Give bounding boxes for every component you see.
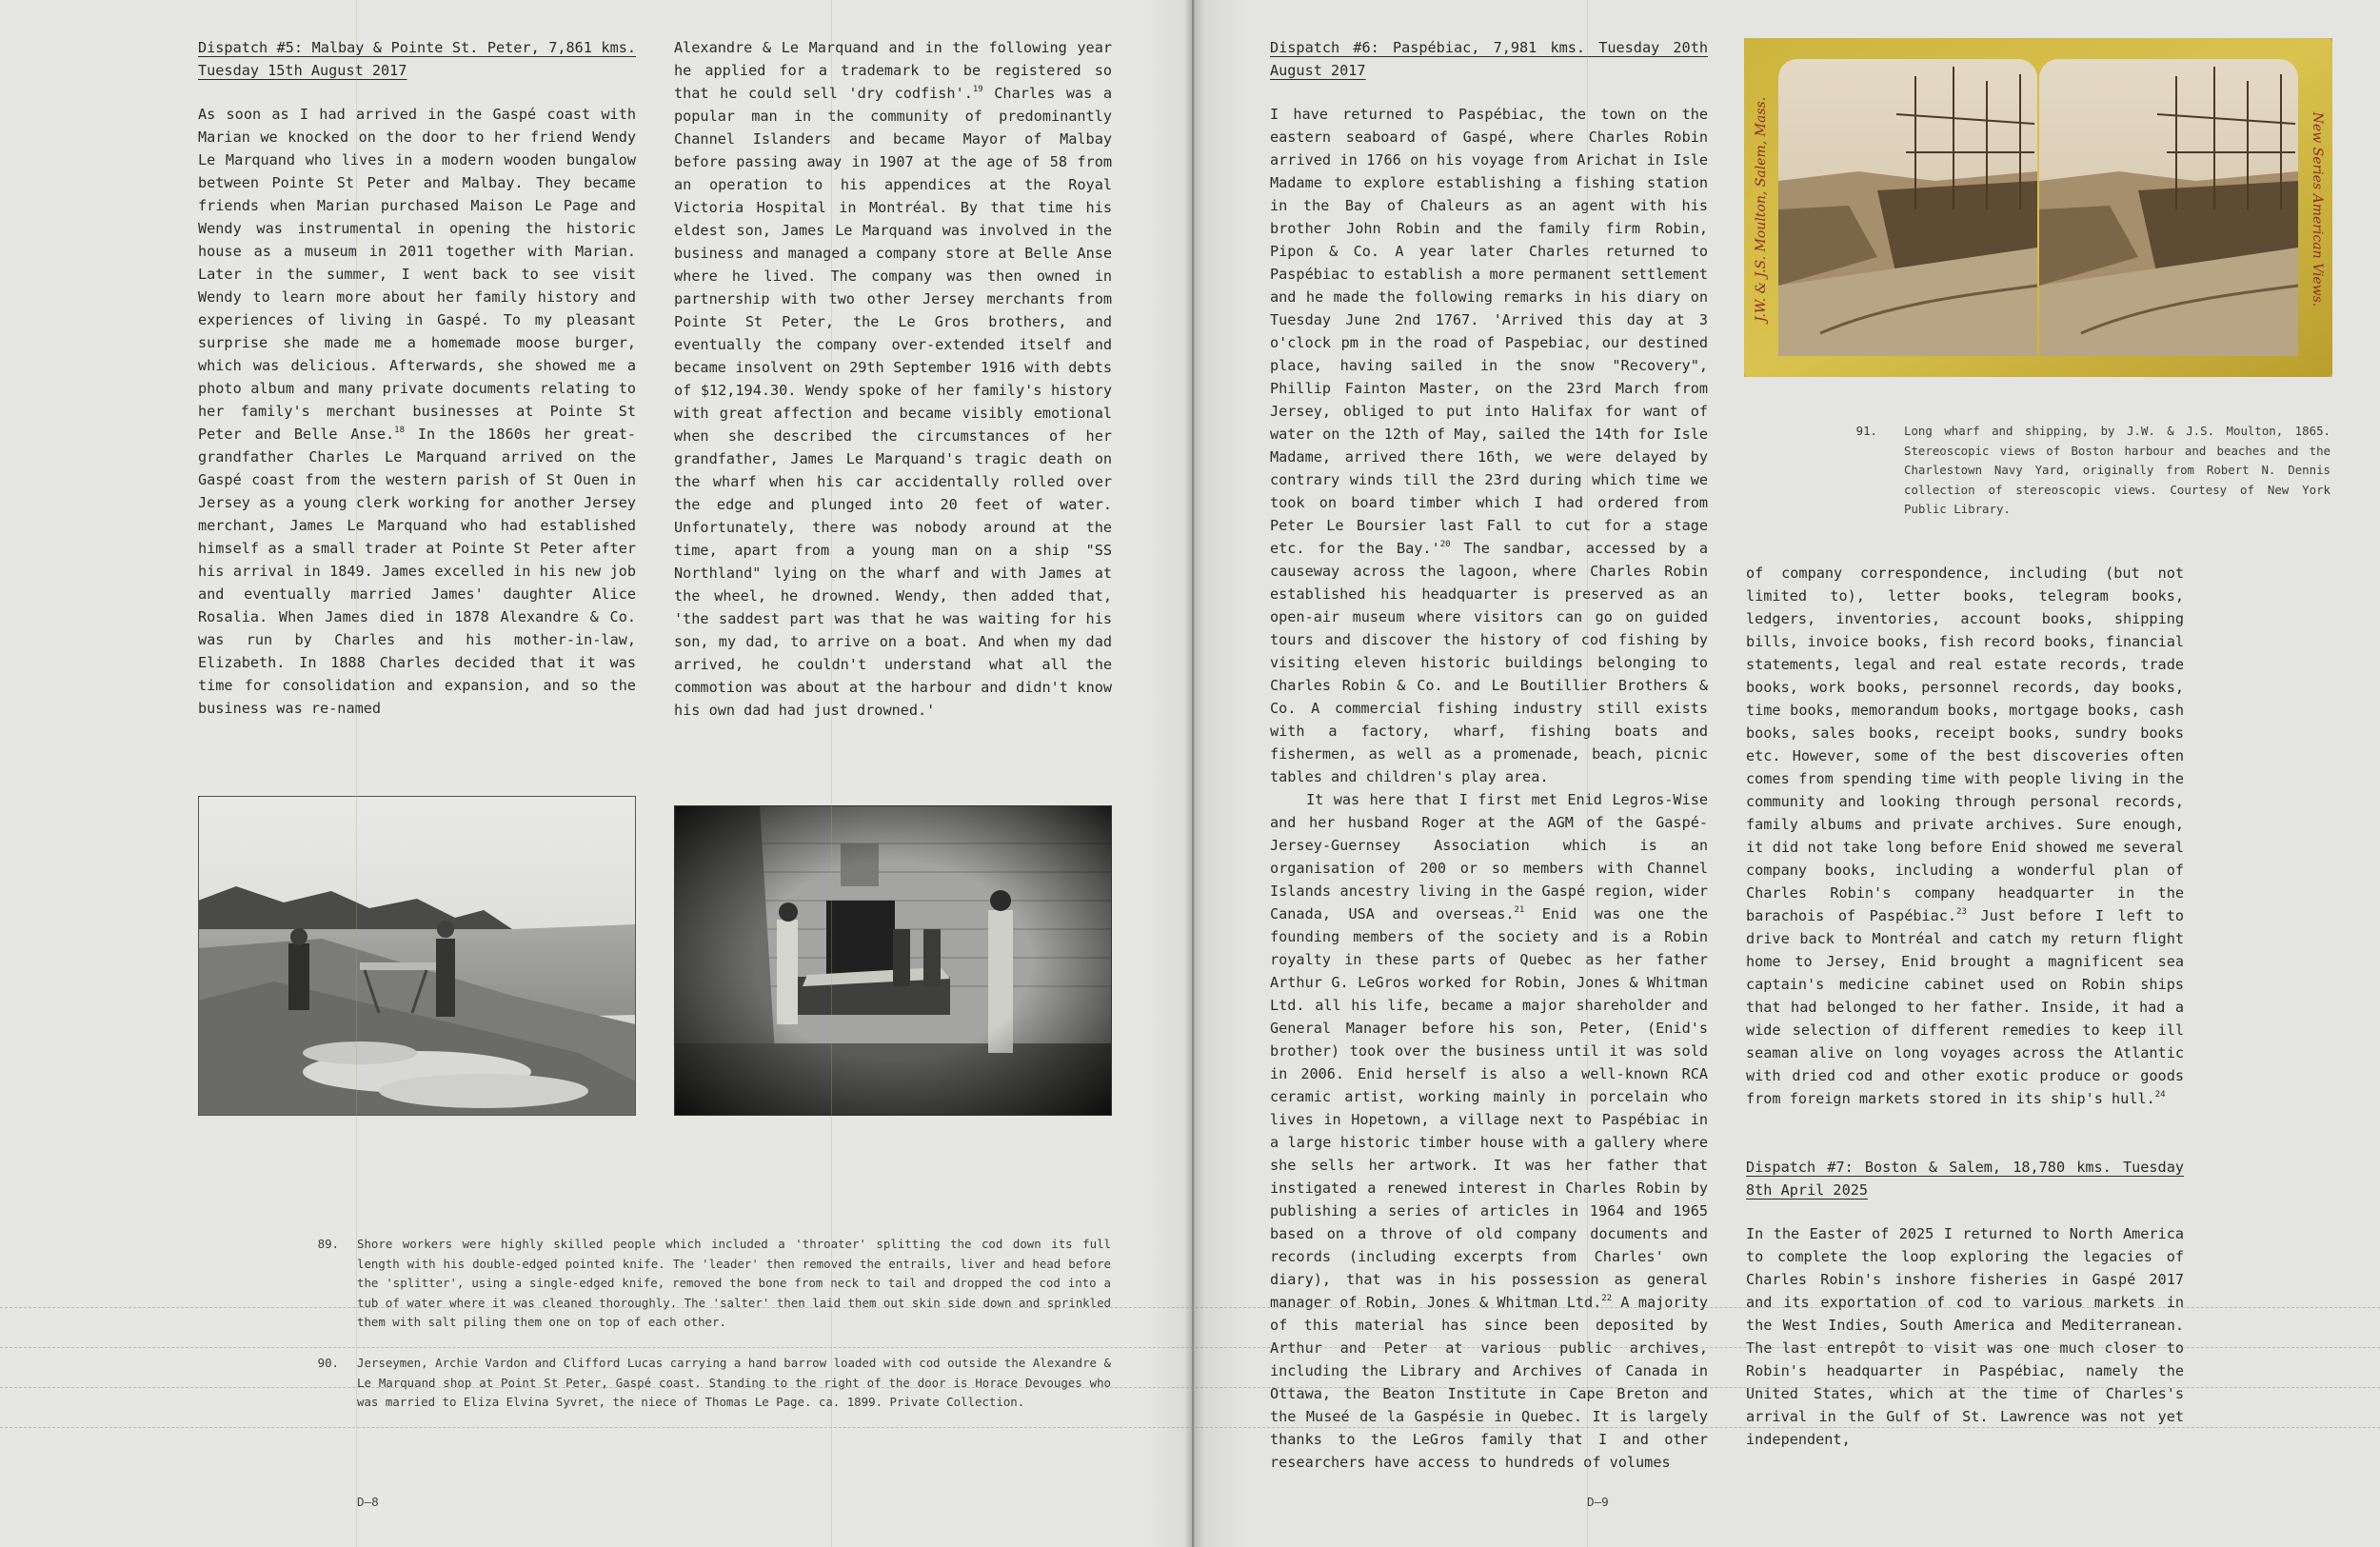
- right-column-1-para-2: It was here that I first met Enid Legros-Wise and her husband Roger at the AGM of the Gaspé-Jersey-Guernsey Association which is an organisation of 200 or so members with Channel Islands ancestry living in the Gaspé region, wider Canada, USA and overseas.$^{21}$ Enid was one the founding members of the society and is a Robin royalty in these parts of Quebec as her father Arthur G. LeGros worked for Robin, Jones & Whitman Ltd. all his life, became a major shareholder and General Manager before his son, Peter, (Enid's brother) took over the business until it was sold in 2006. Enid herself is also a well-known RCA ceramic artist, working mainly in porcelain who lives in Hopetown, a village next to Paspébiac in a large historic timber house with a gallery where she sells her artwork. It was her father that instigated a renewed interest in Charles Robin by publishing a series of articles in 1964 and 1965 based on a throve of old company documents and records (including excerpts from Charles' own diary), that was in his possession as general manager of Robin, Jones & Whitman Ltd.$^{22}$ A majority of this material has since been deposited by Arthur and Peter at various public archives, including the Library and Archives of Canada in Ottawa, the Beaton Institute in Cape Breton and the Museé de la Gaspésie in Quebec. It is largely thanks to the LeGros family that I and other researchers have access to hundreds of volumes: [1270, 791, 1708, 1471]
- footnote-ref-18: 18: [394, 426, 405, 435]
- footnote-89-number: 89.: [317, 1237, 339, 1251]
- footnote-89: Shore workers were highly skilled people which included a 'throater' splitting the cod down its full length with his double-edged pointed knife. The 'leader' then removed the entrails, liver and head before the 'splitter', using a single-edged knife, removed the bone from neck to tail and dropped the cod into a tub of water where it was cleaned thoroughly. The 'salter' then laid them out skin side down and sprinkled them with salt piling them one on top of each other.: [357, 1237, 1111, 1330]
- left-column-2-text: Alexandre & Le Marquand and in the following year he applied for a trademark to be registered so that he could sell 'dry codfish'.$^{19}$ Charles was a popular man in the community of predominantly Channel Islanders and became Mayor of Malbay before passing away in 1907 at the age of 58 from an operation to his appendices at the Royal Victoria Hospital in Montréal. By that time his eldest son, James Le Marquand was involved in the business and managed a company store at Belle Anse where he lived. The company was then owned in partnership with two other Jersey merchants from Pointe St Peter, the Le Gros brothers, and eventually the company over-extended itself and became insolvent on 29th September 1916 with debts of $12,194.30. Wendy spoke of her family's history with great affection and became visibly emotional when she described the circumstances of her grandfather, James Le Marquand's tragic death on the wharf when his car accidentally rolled over the edge and plunged into 20 feet of water. Unfortunately, there was nobody around at the time, apart from a young man on a ship "SS Northland" lying on the wharf and with James at the wheel, he drowned. Wendy, then added that, 'the saddest part was that he was waiting for his son, my dad, to arrive on a boat. And when my dad arrived, he couldn't understand what all the commotion was about at the harbour and didn't know his own dad had just drowned.': [674, 39, 1113, 719]
- guide-line: [0, 1427, 2380, 1428]
- right-column-2-dispatch7: [1746, 1156, 2184, 1451]
- left-column-1: [198, 36, 636, 720]
- right-column-1: [1270, 36, 1708, 1474]
- guide-line: [0, 1347, 2380, 1348]
- left-column-2: [674, 36, 1112, 722]
- guide-line: [1587, 0, 1588, 1547]
- right-column-2-text: of company correspondence, including (but not limited to), letter books, telegram books, ledgers, inventories, account books, shipping bills, invoice books, fish record books, financial statements, legal and real estate records, trade books, work books, personnel records, day books, time books, memorandum books, mortgage books, cash books, sales books, receipt books, sundry books etc. However, some of the best discoveries often comes from spending time with people living in the community and looking through personal records, family albums and private archives. Sure enough, it did not take long before Enid showed me several company books, including a wonderful plan of Charles Robin's company headquarter in the barachois of Paspébiac.$^{23}$ Just before I left to drive back to Montréal and catch my return flight home to Jersey, Enid brought a magnificent sea captain's medicine cabinet used on Robin ships that had belonged to her father. Inside, it had a wide selection of different remedies to keep ill seaman alive on long voyages across the Atlantic with dried cod and other exotic produce or goods from foreign markets stored in its ship's hull.$^{24}$: [1746, 565, 2184, 1107]
- footnote-ref-23: 23: [1956, 907, 1967, 917]
- dispatch6-heading: Dispatch #6: Paspébiac, 7,981 kms. Tuesday 20th August 2017: [1270, 39, 1708, 79]
- page-number-right: D—9: [1587, 1495, 1609, 1509]
- left-column-1-text: As soon as I had arrived in the Gaspé coast with Marian we knocked on the door to her friend Wendy Le Marquand who lives in a modern wooden bungalow between Pointe St Peter and Malbay. They became friends when Marian purchased Maison Le Page and Wendy was instrumental in opening the historic house as a museum in 2011 together with Marian. Later in the summer, I went back to see visit Wendy to learn more about her family history and experiences of living in Gaspé. To my pleasant surprise she made me a homemade moose burger, which was delicious. Afterwards, she showed me a photo album and many private documents relating to her family's merchant businesses at Pointe St Peter and Belle Anse.$^{18}$ In the 1860s her great-grandfather Charles Le Marquand arrived on the Gaspé coast from the western parish of St Ouen in Jersey as a young clerk working for another Jersey merchant, James Le Marquand who had established himself as a small trader at Pointe St Peter after his arrival in 1849. James excelled in his new job and eventually married James' daughter Alice Rosalia. When James died in 1878 Alexandre & Co. was run by Charles and his mother-in-law, Elizabeth. In 1888 Charles decided that it was time for consolidation and expansion, and so the business was re-named: [198, 106, 636, 717]
- right-column-1-para-1: I have returned to Paspébiac, the town on the eastern seaboard of Gaspé, where Charles Robin arrived in 1766 on his voyage from Arichat in Isle Madame to explore establishing a fishing station in the Bay of Chaleurs as an agent with his brother John Robin and the family firm Robin, Pipon & Co. A year later Charles returned to Paspébiac to establish a more permanent settlement and he made the following remarks in his diary on Tuesday June 2nd 1767. 'Arrived this day at 3 o'clock pm in the road of Paspebiac, our destined place, having sailed in the snow "Recovery", Phillip Fainton Master, on the 23rd March from Jersey, obliged to put into Halifax for want of water on the 12th of May, sailed the 14th for Isle Madame, arrived there 16th, we were delayed by contrary winds till the 23rd during which time we took on board timber which I had ordered from Peter Le Boursier last Fall to cut for a stage etc. for the $Bay.'^{20}$ The sandbar, accessed by a causeway across the lagoon, where Charles Robin established his headquarter is preserved as an open-air museum where visitors can go on guided tours and discover the history of cod fishing by visiting eleven historic buildings belonging to Charles Robin & Co. and Le Boutillier Brothers & Co. A commercial fishing industry still exists with a factory, wharf, fishing boats and fishermen, as well as a promenade, beach, picnic tables and children's play area.: [1270, 106, 1708, 785]
- dispatch7-text: In the Easter of 2025 I returned to North America to complete the loop exploring the legacies of Charles Robin's inshore fisheries in Gaspé 2017 and its exportation of cod to various markets in the West Indies, South America and Mediterranean. The last entrepôt to visit was one much closer to Robin's headquarter in Paspébiac, namely the United States, which at the time of Charles's arrival in the Gulf of St. Lawrence was not yet independent,: [1746, 1225, 2184, 1448]
- right-page: [1192, 0, 2380, 1547]
- footnote-91-number: 91.: [1855, 424, 1877, 438]
- page-number-left: D—8: [357, 1495, 379, 1509]
- photo-shore-workers: [198, 796, 636, 1116]
- dispatch5-heading: Dispatch #5: Malbay & Pointe St. Peter, 7,861 kms. Tuesday 15th August 2017: [198, 39, 636, 79]
- stereo-right-label: New Series American Views.: [2310, 111, 2325, 307]
- dispatch7-heading: Dispatch #7: Boston & Salem, 18,780 kms. Tuesday 8th April 2025: [1746, 1159, 2184, 1199]
- footnote-ref-21: 21: [1514, 905, 1525, 915]
- footnote-91: Long wharf and shipping, by J.W. & J.S. Moulton, 1865. Stereoscopic views of Boston harbour and beaches and the Charlestown Navy Yard, originally from Robert N. Dennis collection of stereoscopic views. Courtesy of New York Public Library.: [1904, 424, 2330, 517]
- right-column-2: [1746, 562, 2184, 1110]
- guide-line: [356, 0, 357, 1547]
- stereo-left-label: J.W. & J.S. Moulton, Salem, Mass.: [1754, 96, 1769, 323]
- guide-line: [0, 1307, 2380, 1308]
- footnote-ref-20: 20: [1439, 540, 1451, 549]
- footnote-ref-19: 19: [972, 85, 983, 94]
- footnote-ref-24: 24: [2154, 1090, 2166, 1100]
- guide-line: [0, 1387, 2380, 1388]
- footnote-90: Jerseymen, Archie Vardon and Clifford Lucas carrying a hand barrow loaded with cod outside the Alexandre & Le Marquand shop at Point St Peter, Gaspé coast. Standing to the right of the door is Horace Devouges who was married to Eliza Elvina Syvret, the niece of Thomas Le Page. ca. 1899. Private Collection.: [357, 1356, 1111, 1410]
- footnote-ref-22: 22: [1601, 1294, 1613, 1303]
- footnote-90-number: 90.: [317, 1356, 339, 1370]
- photo-stereoscopic-wharf: [1744, 38, 2332, 377]
- guide-line: [831, 0, 832, 1547]
- photo-hand-barrow: [674, 805, 1112, 1116]
